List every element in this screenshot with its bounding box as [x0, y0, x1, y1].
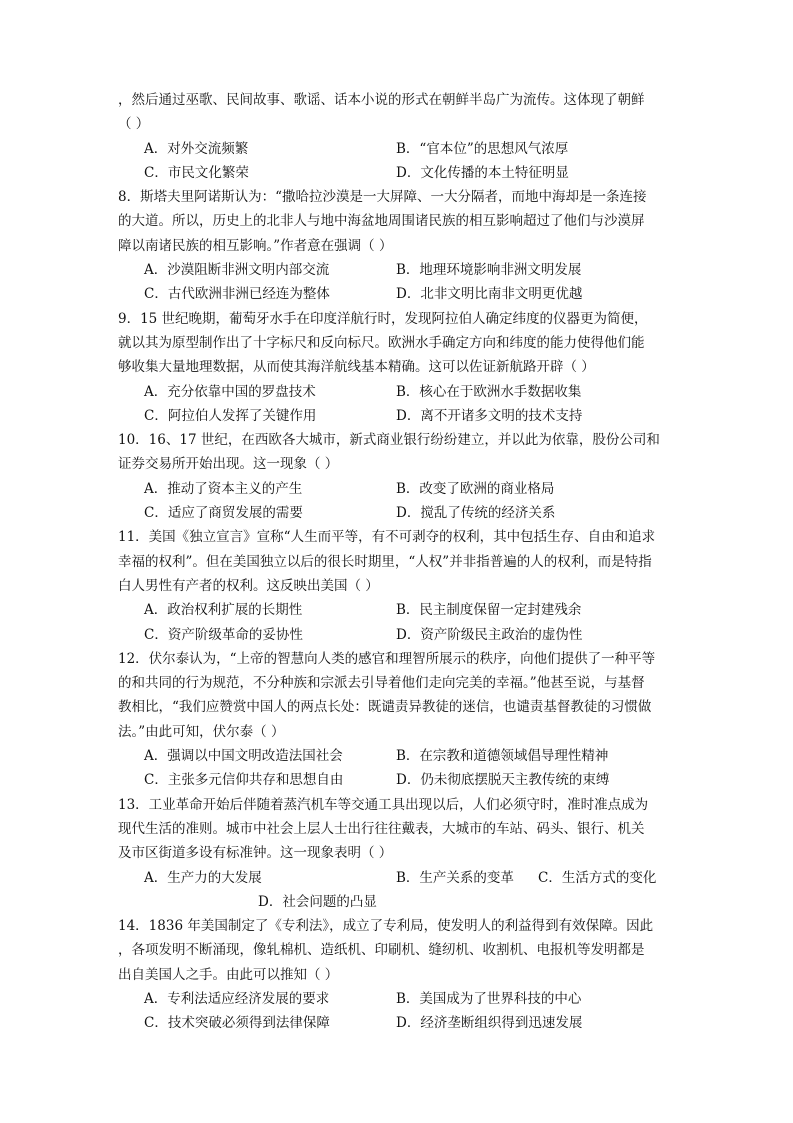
- question-12-option-a[interactable]: A．强调以中国文明改造法国社会: [144, 748, 343, 765]
- question-14-options-row-2: [118, 1011, 678, 1035]
- question-14-option-a[interactable]: A．专利法适应经济发展的要求: [144, 990, 330, 1007]
- question-11-line-2: 幸福的权利”。但在美国独立以后的很长时期里，“人权”并非指普遍的人的权利，而是特指: [118, 553, 652, 570]
- question-12-option-d[interactable]: D．仍未彻底摆脱天主教传统的束缚: [396, 772, 610, 789]
- question-11: [118, 525, 678, 646]
- question-9-line-3: 够收集大量地理数据，从而使其海洋航线基本精确。这可以佐证新航路开辟（ ）: [118, 359, 595, 376]
- question-11-options-row-1: [118, 598, 678, 622]
- question-8-line-3: 障以南诸民族的相互影响。”作者意在强调（ ）: [118, 237, 393, 254]
- question-10-option-d[interactable]: D．搅乱了传统的经济关系: [396, 505, 556, 522]
- question-14-options-row-1: [118, 987, 678, 1011]
- question-12-options-row-1: [118, 744, 678, 768]
- question-14-line-2: ，各项发明不断涌现，像轧棉机、造纸机、印刷机、缝纫机、收割机、电报机等发明都是: [118, 942, 645, 959]
- question-12-line-2: 的和共同的行为规范，不分种族和宗派去引导着他们走向完美的幸福。”他甚至说，与基督: [118, 675, 645, 692]
- question-9-line-2: 就以其为原型制作出了十字标尺和反向标尺。欧洲水手确定方向和纬度的能力使得他们能: [118, 334, 645, 351]
- question-9-option-c[interactable]: C．阿拉伯人发挥了关键作用: [144, 407, 317, 424]
- question-7: [118, 88, 678, 185]
- question-10-options-row-2: [118, 501, 678, 525]
- question-9-option-a[interactable]: A．充分依靠中国的罗盘技术: [144, 383, 316, 400]
- question-12-line-4: 法。”由此可知，伏尔泰（ ）: [118, 723, 285, 740]
- question-7-options-row-1: [118, 137, 678, 161]
- question-10-options-row-1: [118, 477, 678, 501]
- question-11-option-b[interactable]: B．民主制度保留一定封建残余: [396, 602, 582, 619]
- question-14-line-3: 出自美国人之手。由此可以推知（ ）: [118, 966, 339, 983]
- question-14: [118, 914, 678, 1035]
- question-12-options-row-2: [118, 768, 678, 792]
- question-11-options-row-2: [118, 623, 678, 647]
- question-11-line-1: 11．美国《独立宣言》宣称“人生而平等，有不可剥夺的权利，其中包括生存、自由和追求: [118, 529, 656, 546]
- question-8-options-row-1: [118, 258, 678, 282]
- question-12-line-3: 教相比，“我们应赞赏中国人的两点长处：既谴责异教徒的迷信，也谴责基督教徒的习惯做: [118, 699, 652, 716]
- question-10-line-2: 证券交易所开始出现。这一现象（ ）: [118, 456, 339, 473]
- question-10-option-c[interactable]: C．适应了商贸发展的需要: [144, 505, 303, 522]
- question-10-option-a[interactable]: A．推动了资本主义的产生: [144, 480, 303, 497]
- question-8-option-c[interactable]: C．古代欧洲非洲已经连为整体: [144, 286, 330, 303]
- question-14-option-b[interactable]: B．美国成为了世界科技的中心: [396, 990, 582, 1007]
- question-13-line-3: 及市区街道多设有标准钟。这一现象表明（ ）: [118, 845, 393, 862]
- question-list: [118, 88, 678, 1036]
- question-14-line-1: 14．1836 年美国制定了《专利法》，成立了专利局，使发明人的利益得到有效保障。因此: [118, 918, 654, 935]
- question-11-line-3: 白人男性有产者的权利。这反映出美国（ ）: [118, 577, 379, 594]
- question-8-line-2: 的大道。所以，历史上的北非人与地中海盆地周围诸民族的相互影响超过了他们与沙漠屏: [118, 213, 645, 230]
- question-13-option-a[interactable]: A．生产力的大发展: [144, 869, 262, 886]
- question-11-option-d[interactable]: D．资产阶级民主政治的虚伪性: [396, 626, 583, 643]
- question-8-option-a[interactable]: A．沙漠阻断非洲文明内部交流: [144, 262, 330, 279]
- question-7-option-c[interactable]: C．市民文化繁荣: [144, 164, 249, 181]
- question-14-option-d[interactable]: D．经济垄断组织得到迅速发展: [396, 1015, 583, 1032]
- question-13-option-b[interactable]: B．生产关系的变革: [396, 869, 514, 886]
- question-8-option-d[interactable]: D．北非文明比南非文明更优越: [396, 286, 583, 303]
- question-13-options-row-1: [118, 866, 678, 890]
- question-7-options-row-2: [118, 161, 678, 185]
- question-8: [118, 185, 678, 306]
- question-9-option-d[interactable]: D．离不开诸多文明的技术支持: [396, 407, 583, 424]
- question-9: [118, 307, 678, 428]
- question-7-line-2: （ ）: [118, 116, 150, 133]
- question-11-option-c[interactable]: C．资产阶级革命的妥协性: [144, 626, 303, 643]
- question-12: [118, 647, 678, 793]
- question-10-option-b[interactable]: B．改变了欧洲的商业格局: [396, 480, 555, 497]
- question-9-options-row-2: [118, 404, 678, 428]
- question-8-options-row-2: [118, 282, 678, 306]
- question-10: [118, 428, 678, 525]
- question-14-option-c[interactable]: C．技术突破必须得到法律保障: [144, 1015, 330, 1032]
- question-13-line-1: 13．工业革命开始后伴随着蒸汽机车等交通工具出现以后，人们必须守时，准时准点成为: [118, 796, 649, 813]
- question-13-line-2: 现代生活的准则。城市中社会上层人士出行往往戴表，大城市的车站、码头、银行、机关: [118, 820, 645, 837]
- question-7-line-1: ，然后通过巫歌、民间故事、歌谣、话本小说的形式在朝鲜半岛广为流传。这体现了朝鲜: [118, 92, 645, 108]
- question-7-option-b[interactable]: B．“官本位”的思想风气浓厚: [396, 140, 569, 157]
- question-9-line-1: 9．15 世纪晚期，葡萄牙水手在印度洋航行时，发现阿拉伯人确定纬度的仪器更为简便，: [118, 310, 648, 327]
- question-13-option-d[interactable]: D．社会问题的凸显: [258, 893, 377, 910]
- question-12-option-b[interactable]: B．在宗教和道德领域倡导理性精神: [396, 748, 609, 765]
- question-7-option-d[interactable]: D．文化传播的本土特征明显: [396, 164, 569, 181]
- question-9-option-b[interactable]: B．核心在于欧洲水手数据收集: [396, 383, 582, 400]
- question-13-option-c[interactable]: C．生活方式的变化: [538, 869, 657, 886]
- question-12-line-1: 12．伏尔泰认为，“上帝的智慧向人类的感官和理智所展示的秩序，向他们提供了一种平等: [118, 650, 656, 667]
- question-8-option-b[interactable]: B．地理环境影响非洲文明发展: [396, 262, 582, 279]
- question-7-option-a[interactable]: A．对外交流频繁: [144, 140, 249, 157]
- question-12-option-c[interactable]: C．主张多元信仰共存和思想自由: [144, 772, 344, 789]
- question-8-line-1: 8．斯塔夫里阿诺斯认为：“撒哈拉沙漠是一大屏障、一大分隔者，而地中海却是一条连接: [118, 189, 647, 206]
- question-11-option-a[interactable]: A．政治权利扩展的长期性: [144, 602, 303, 619]
- question-13-options-row-2: [118, 890, 678, 914]
- question-10-line-1: 10．16、17 世纪，在西欧各大城市，新式商业银行纷纷建立，并以此为依靠，股份公司和: [118, 432, 660, 449]
- question-9-options-row-1: [118, 380, 678, 404]
- question-13: [118, 793, 678, 914]
